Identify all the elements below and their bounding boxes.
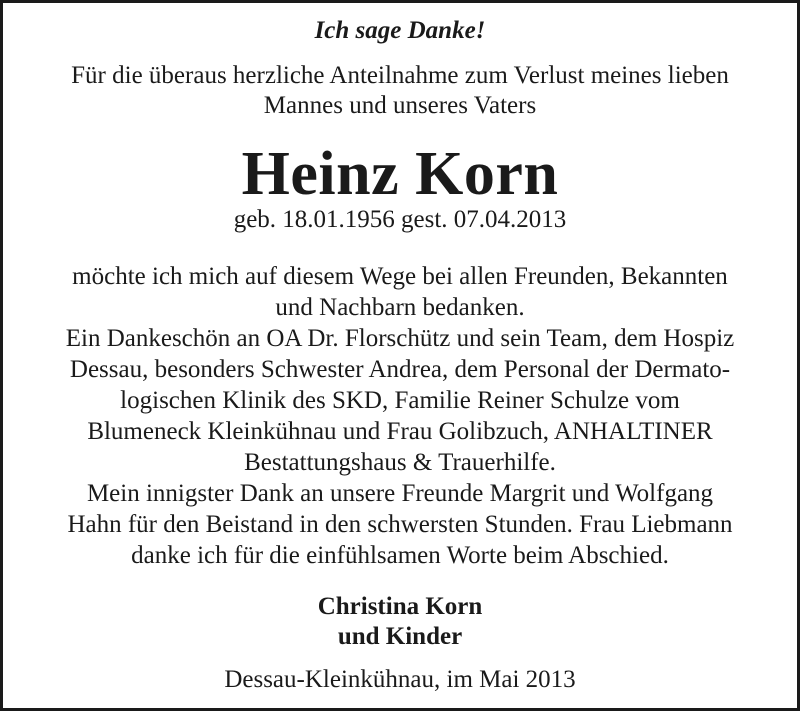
body-line: logischen Klinik des SKD, Familie Reiner Schulze vom [120, 387, 680, 414]
body-line: Mein innigster Dank an unsere Freunde Margrit und Wolfgang [86, 480, 714, 507]
body-line: möchte ich mich auf diesem Wege bei allen Freunden, Bekannten [72, 263, 728, 290]
intro-line: Für die überaus herzliche Anteilnahme zum Verlust meines lieben [71, 62, 729, 89]
signature-name: Christina Korn [317, 593, 483, 620]
body-line: und Nachbarn bedanken. [275, 294, 525, 321]
body-line: Hahn für den Beistand in den schwersten Stunden. Frau Liebmann [67, 511, 733, 538]
body-line: Blumeneck Kleinkühnau und Frau Golibzuch, ANHALTINER [87, 418, 713, 445]
signature-family: und Kinder [337, 623, 463, 650]
body-line: danke ich für die einfühlsamen Worte beim Abschied. [131, 542, 669, 569]
deceased-dates: geb. 18.01.1956 gest. 07.04.2013 [233, 206, 567, 233]
body-line: Dessau, besonders Schwester Andrea, dem Personal der Dermato- [69, 356, 731, 383]
body-line: Bestattungshaus & Trauerhilfe. [244, 449, 556, 476]
body-line: Ein Dankeschön an OA Dr. Florschütz und sein Team, dem Hospiz [65, 325, 735, 352]
deceased-name: Heinz Korn [241, 140, 559, 208]
intro-line: Mannes und unseres Vaters [263, 92, 537, 119]
place-and-date: Dessau-Kleinkühnau, im Mai 2013 [224, 666, 576, 693]
notice-heading: Ich sage Danke! [314, 17, 486, 44]
